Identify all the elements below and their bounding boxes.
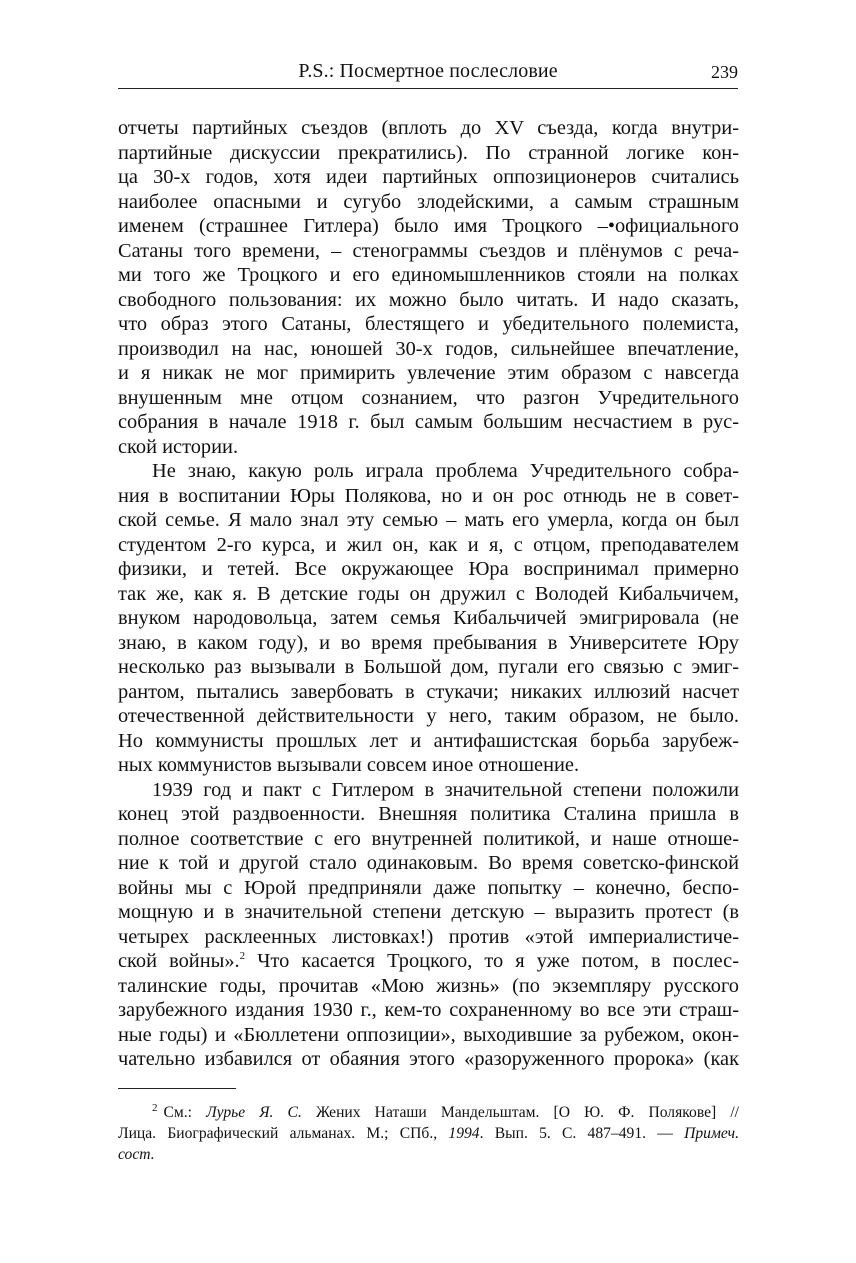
text-line: студентом 2-го курса, и жил он, как и я, с отцом, преподавателем — [118, 533, 739, 556]
running-header — [118, 58, 738, 89]
text-line: отечественной действительности у него, таким образом, не было. — [118, 705, 739, 727]
text-line: именем (страшнее Гитлера) было имя Троцкого –•официального — [118, 215, 739, 237]
text-fragment: ской войны». — [118, 950, 240, 972]
text-line: ние к той и другой стало одинаковым. Во время советско-финской — [118, 852, 739, 874]
footnote-text: Жених Наташи Мандельштам. [О Ю. Ф. Полякове] // — [301, 1104, 739, 1121]
footnote-reference: 2 — [239, 950, 246, 963]
footnote-author: Лурье Я. С. — [206, 1104, 302, 1121]
text-line: внуком народовольца, затем семья Кибальчичей эмигрировала (не — [118, 607, 739, 629]
text-line: зарубежного издания 1930 г., кем-то сохраненному во все эти страш- — [118, 999, 739, 1021]
footnotes — [118, 1102, 739, 1165]
text-line: четырех расклеенных листовках!) против «этой империалистиче- — [118, 925, 739, 948]
text-line: свободного пользования: их можно было читать. И надо сказать, — [118, 288, 739, 311]
text-line: что образ этого Сатаны, блестящего и убедительного полемиста, — [118, 313, 739, 335]
text-line: партийные дискуссии прекратились). По странной логике кон- — [118, 141, 739, 164]
text-line: рантом, пытались завербовать в стукачи; никаких иллюзий насчет — [118, 680, 739, 703]
footnote-mark: 2 — [152, 1101, 158, 1114]
text-line: отчеты партийных съездов (вплоть до XV съезда, когда внутри- — [118, 117, 739, 139]
text-line: ных коммунистов вызывали совсем иное отношение. — [118, 754, 580, 776]
text-line: знаю, в каком году), и во время пребывания в Университете Юру — [118, 631, 739, 654]
text-line: Сатаны того времени, – стенограммы съездов и плёнумов с реча- — [118, 239, 739, 262]
text-line-with-footnote — [118, 949, 739, 974]
text-line: физики, и тетей. Все окружающее Юра воспринимал примерно — [118, 558, 739, 580]
text-line: Не знаю, какую роль играла проблема Учредительного собра- — [152, 460, 739, 482]
text-line: собрания в начале 1918 г. был самым большим несчастием в рус- — [118, 411, 739, 433]
text-line: ные годы) и «Бюллетени оппозиции», выходившие за рубежом, окон- — [118, 1023, 739, 1046]
footnote-text: Лица. Биографический альманах. М.; СПб., — [118, 1125, 449, 1142]
text-line: конец этой раздвоенности. Внешняя политика Сталина пришла в — [118, 803, 739, 825]
footnote-line — [118, 1102, 739, 1123]
text-line: и я никак не мог примирить увлечение этим образом с навсегда — [118, 362, 739, 384]
text-line: наиболее опасными и сугубо злодейскими, а самым страшным — [118, 190, 739, 213]
text-line: ской истории. — [118, 435, 239, 458]
text-line: так же, как я. В детские годы он дружил с Володей Кибальчичем, — [118, 582, 739, 605]
text-line: талинские годы, прочитав «Мою жизнь» (по экземпляру русского — [118, 974, 739, 997]
text-line: внушенным мне отцом сознанием, что разгон Учредительного — [118, 386, 739, 409]
text-line: Но коммунисты прошлых лет и антифашистская борьба зарубеж- — [118, 729, 739, 752]
text-line: чательно избавился от обаяния этого «разоруженного пророка» (как — [118, 1048, 739, 1070]
text-line: мощную и в значительной степени детскую – выразить протест (в — [118, 901, 739, 923]
footnote-note: сост. — [118, 1146, 155, 1163]
text-line: несколько раз вызывали в Большой дом, пугали его связью с эмиг- — [118, 656, 739, 678]
footnote-line — [118, 1144, 739, 1165]
footnote-divider — [118, 1088, 236, 1089]
footnote-text: См.: — [163, 1104, 207, 1121]
text-line: 1939 год и пакт с Гитлером в значительной степени положили — [152, 778, 739, 801]
body-text — [118, 116, 739, 1072]
text-line: производил на нас, юношей 30-х годов, сильнейшее впечатление, — [118, 337, 739, 360]
page-number: 239 — [711, 62, 738, 82]
text-line: ния в воспитании Юры Полякова, но и он рос отнюдь не в совет- — [118, 484, 739, 507]
footnote-year: 1994 — [448, 1125, 480, 1142]
text-line: войны мы с Юрой предприняли даже попытку – конечно, беспо- — [118, 876, 739, 899]
footnote-line — [118, 1123, 739, 1144]
text-line: ской семье. Я мало знал эту семью – мать его умерла, когда он был — [118, 509, 739, 531]
footnote-text: . Вып. 5. С. 487–491. — — [479, 1125, 685, 1142]
running-title: P.S.: Посмертное послесловие — [298, 60, 558, 82]
text-line: ца 30-х годов, хотя идеи партийных оппозиционеров считались — [118, 166, 739, 188]
text-line: ми того же Троцкого и его единомышленников стояли на полках — [118, 264, 739, 286]
text-fragment: Что касается Троцкого, то я уже потом, в послес- — [245, 950, 739, 972]
footnote-note: Примеч. — [684, 1125, 739, 1142]
text-line: полное соответствие с его внутренней политикой, и наше отноше- — [118, 827, 739, 850]
